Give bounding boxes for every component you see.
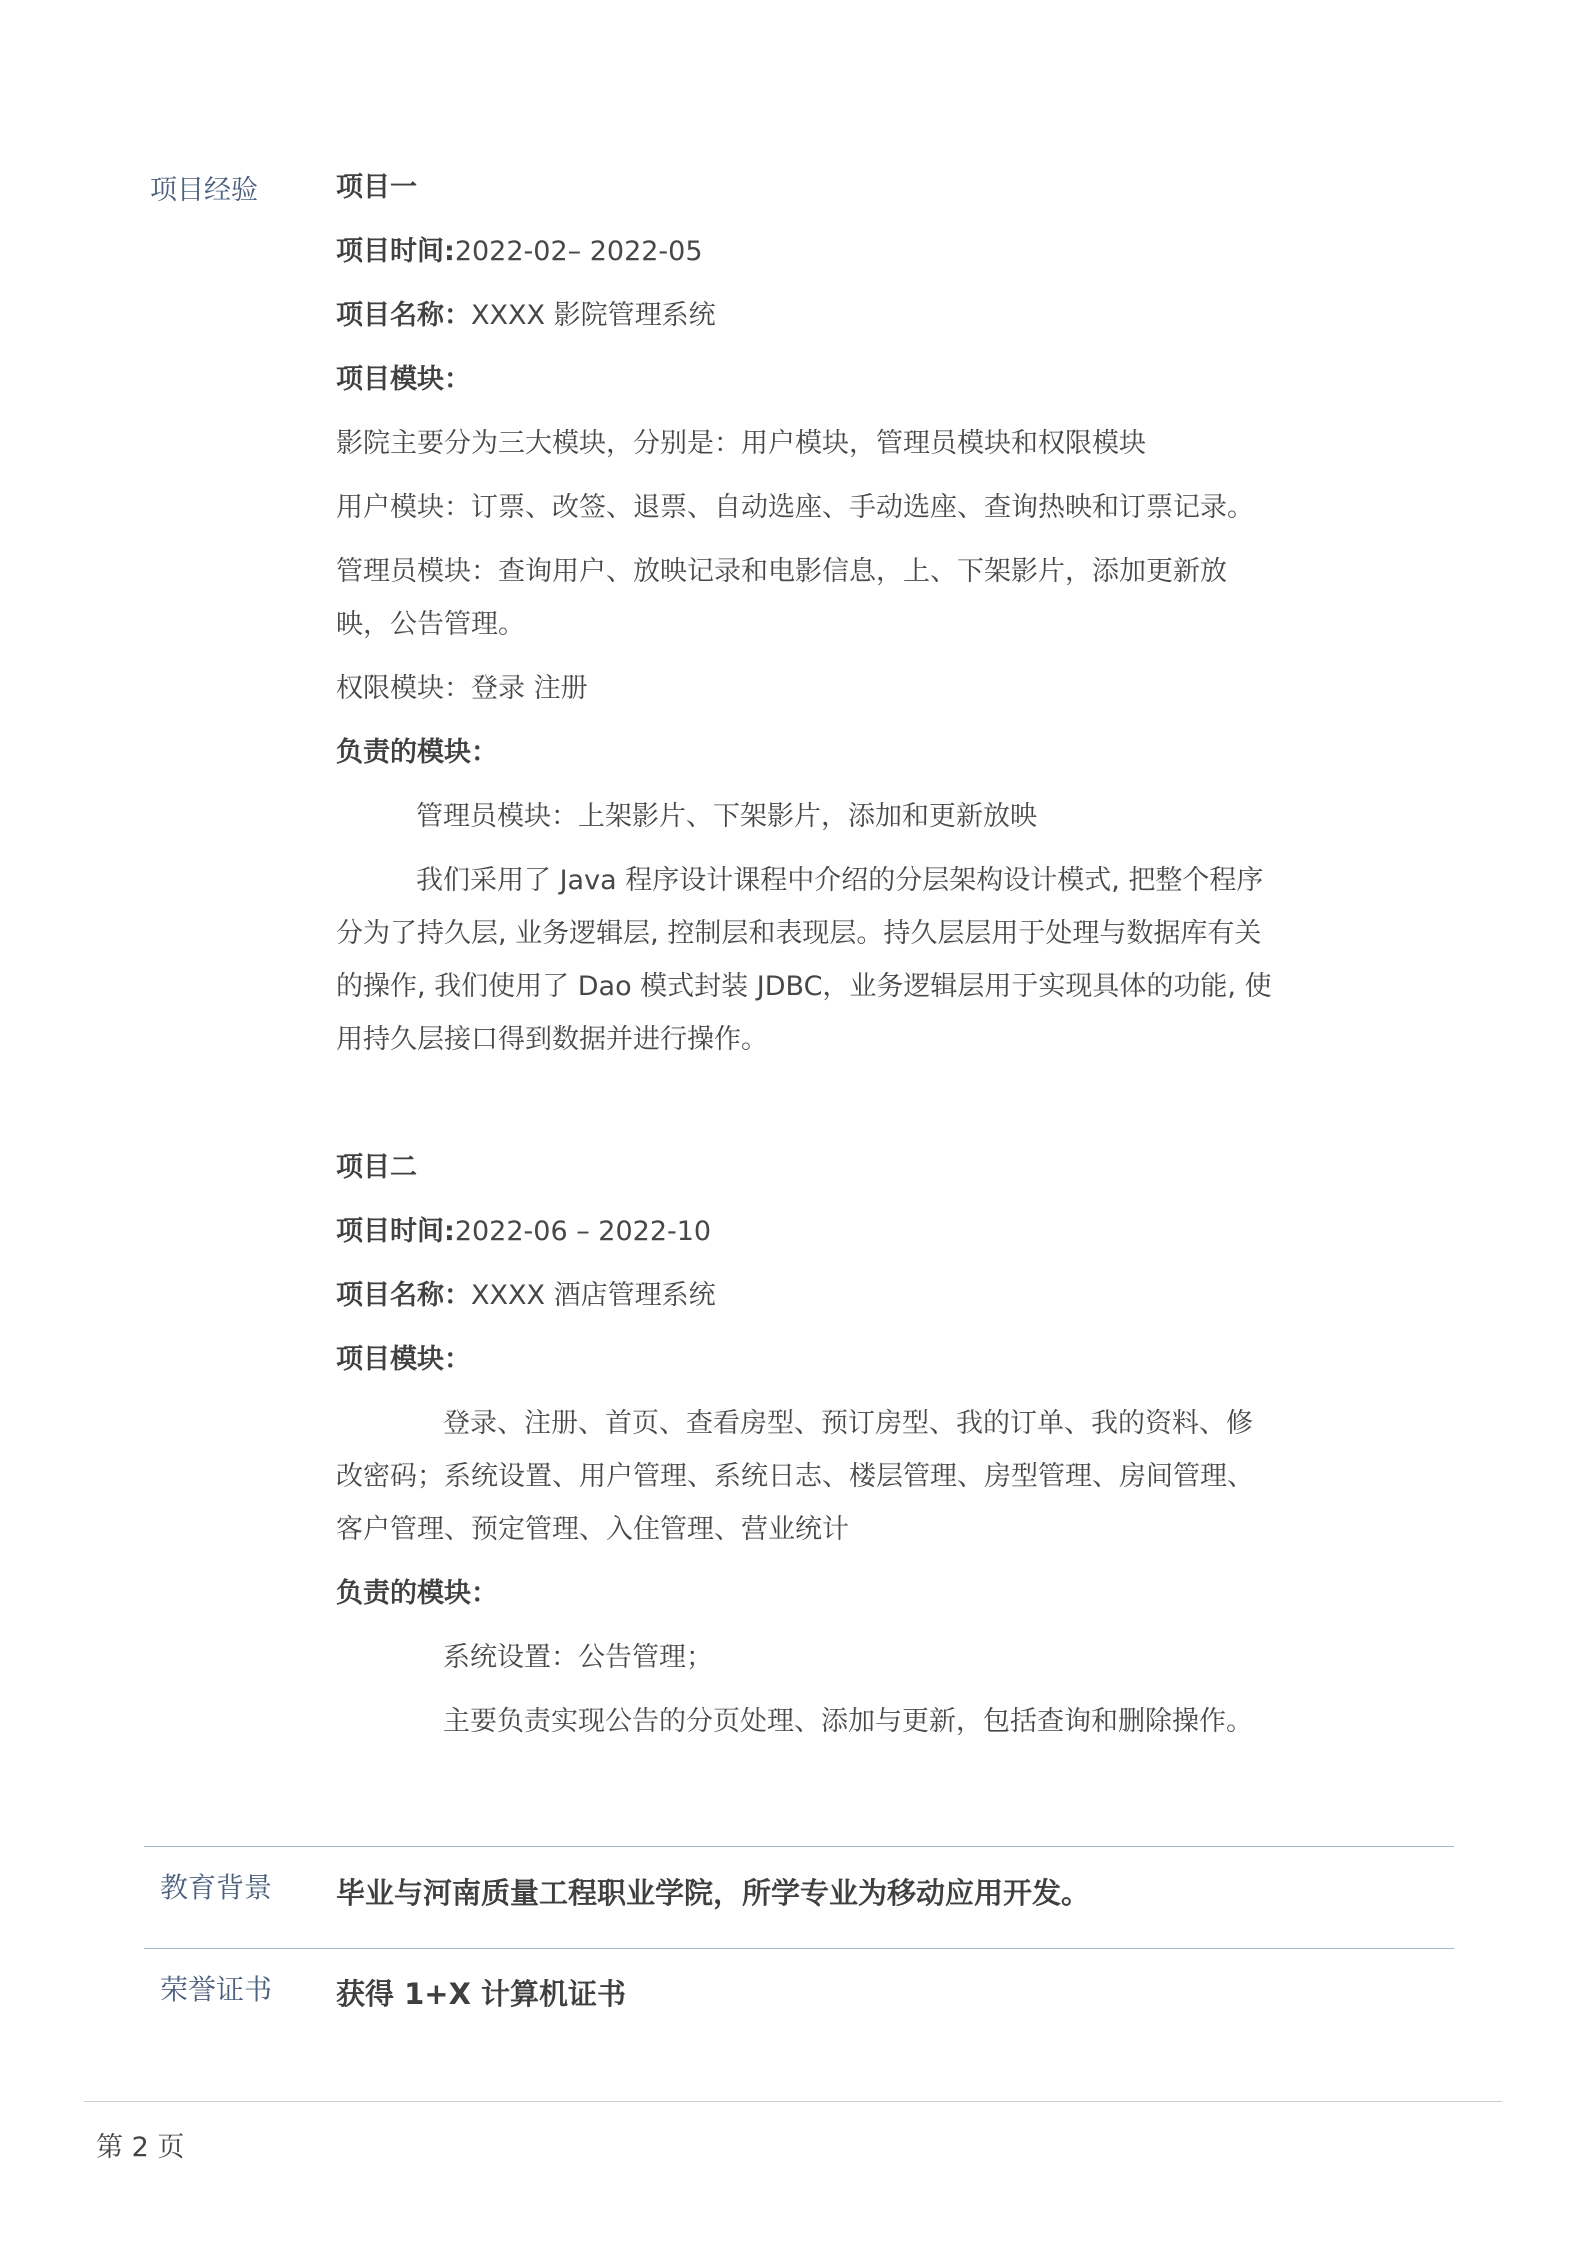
education-text: 毕业与河南质量工程职业学院，所学专业为移动应用开发。 (336, 1876, 1091, 1910)
project1-name-label: 项目名称： (336, 300, 471, 331)
project2-heading: 项目二 (336, 1152, 417, 1183)
page-number: 第 2 页 (96, 2132, 185, 2163)
project1-description-line: 用持久层接口得到数据并进行操作。 (336, 1024, 768, 1055)
project2-modules-label: 项目模块： (336, 1344, 471, 1375)
project1-responsible-label: 负责的模块： (336, 737, 498, 768)
project1-modules-line: 用户模块：订票、改签、退票、自动选座、手动选座、查询热映和订票记录。 (336, 492, 1254, 523)
project2-responsible-line: 主要负责实现公告的分页处理、添加与更新，包括查询和删除操作。 (443, 1706, 1253, 1737)
section-label-education: 教育背景 (160, 1871, 273, 1904)
project2-modules-line: 改密码；系统设置、用户管理、系统日志、楼层管理、房型管理、房间管理、 (336, 1461, 1254, 1492)
section-label-project-experience: 项目经验 (150, 175, 258, 206)
project1-modules-line: 影院主要分为三大模块，分别是：用户模块，管理员模块和权限模块 (336, 428, 1146, 459)
project1-heading: 项目一 (336, 172, 417, 203)
project1-name (336, 296, 716, 336)
footer-divider (84, 2101, 1502, 2102)
project2-modules-line: 登录、注册、首页、查看房型、预订房型、我的订单、我的资料、修 (443, 1408, 1253, 1439)
education-divider (144, 1846, 1454, 1847)
honors-divider (144, 1948, 1454, 1949)
project2-name-value: XXXX 酒店管理系统 (471, 1280, 716, 1311)
project2-time-label: 项目时间: (336, 1216, 455, 1247)
project1-description-line: 我们采用了 Java 程序设计课程中介绍的分层架构设计模式, 把整个程序 (416, 865, 1264, 896)
project1-modules-label: 项目模块： (336, 364, 471, 395)
project2-name (336, 1276, 716, 1316)
project1-responsible-line: 管理员模块：上架影片、下架影片，添加和更新放映 (416, 801, 1037, 832)
project1-time-value: 2022-02– 2022-05 (454, 236, 703, 267)
project2-responsible-line: 系统设置：公告管理； (443, 1642, 713, 1673)
project1-time-label: 项目时间: (336, 236, 455, 267)
project2-time (336, 1212, 711, 1252)
project1-description-line: 的操作, 我们使用了 Dao 模式封装 JDBC，业务逻辑层用于实现具体的功能, 使 (336, 971, 1272, 1002)
section-label-honors: 荣誉证书 (160, 1973, 273, 2006)
honors-text: 获得 1+X 计算机证书 (336, 1977, 627, 2011)
project2-time-value: 2022-06 – 2022-10 (454, 1216, 712, 1247)
project1-name-value: XXXX 影院管理系统 (471, 300, 716, 331)
project1-time (336, 232, 703, 272)
project1-modules-line: 管理员模块：查询用户、放映记录和电影信息，上、下架影片，添加更新放 (336, 556, 1227, 587)
project2-responsible-label: 负责的模块： (336, 1578, 498, 1609)
project1-modules-line: 映，公告管理。 (336, 609, 525, 640)
project2-name-label: 项目名称： (336, 1280, 471, 1311)
project1-modules-line: 权限模块：登录 注册 (336, 673, 588, 704)
project1-description-line: 分为了持久层, 业务逻辑层, 控制层和表现层。持久层层用于处理与数据库有关 (336, 918, 1262, 949)
project2-modules-line: 客户管理、预定管理、入住管理、营业统计 (336, 1514, 849, 1545)
